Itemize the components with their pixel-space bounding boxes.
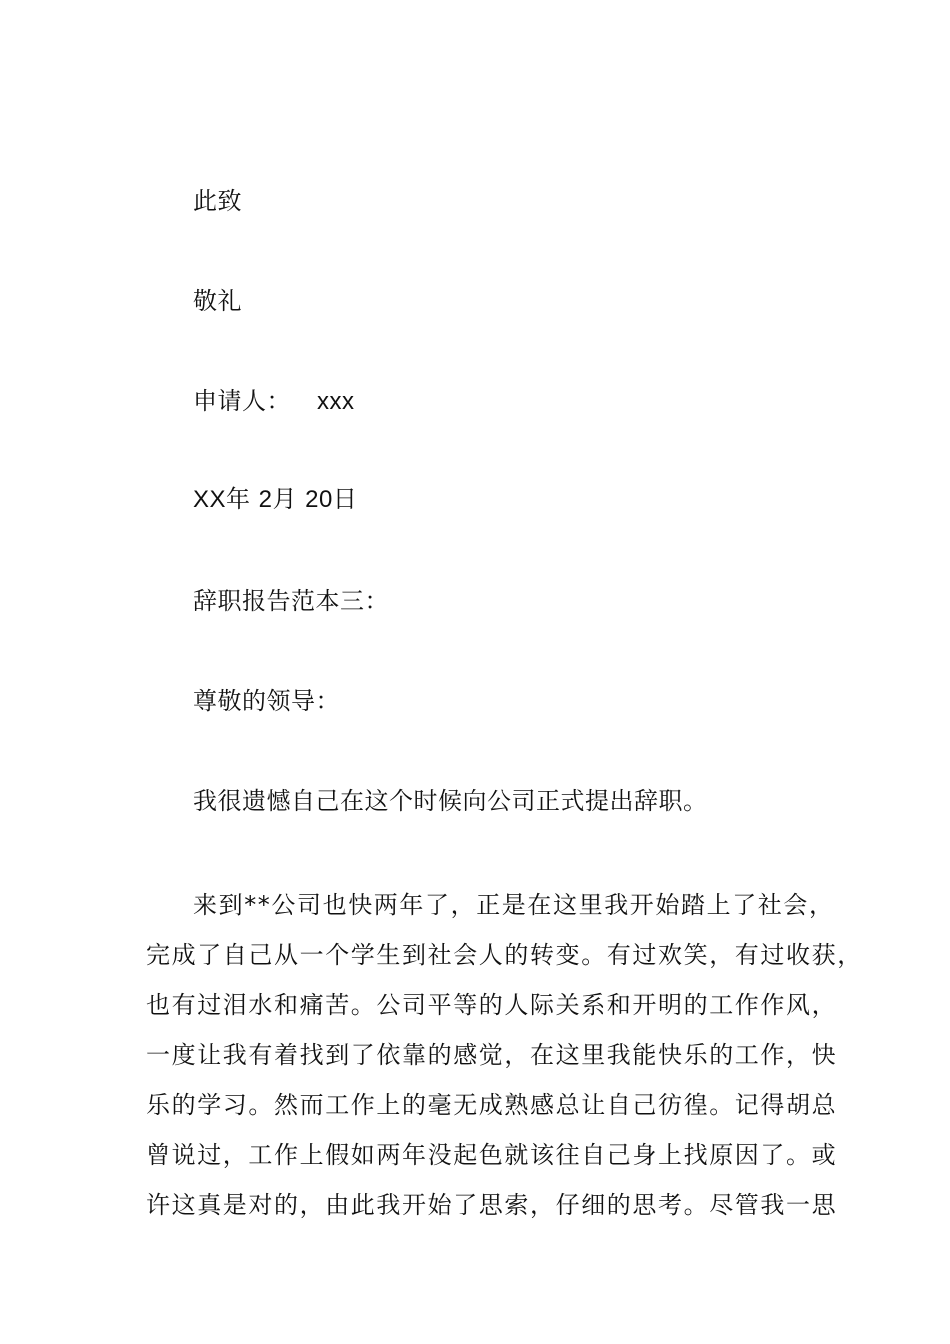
- date-year-unit: 年: [226, 485, 251, 513]
- date-year: XX: [193, 486, 227, 513]
- body-line: 来到**公司也快两年了，正是在这里我开始踏上了社会，: [193, 891, 835, 919]
- section-title: 辞职报告范本三：: [193, 587, 389, 615]
- closing-text: 此致: [193, 187, 242, 215]
- date-day-unit: 日: [332, 485, 358, 513]
- body-line: 曾说过，工作上假如两年没起色就该往自己身上找原因了。或: [146, 1141, 838, 1169]
- intro-paragraph: 我很遗憾自己在这个时候向公司正式提出辞职。: [193, 787, 708, 815]
- date-month-unit: 月: [272, 485, 298, 513]
- applicant-label: 申请人：: [193, 387, 291, 415]
- date-line: [193, 484, 357, 515]
- date-month: 2: [258, 486, 273, 513]
- date-day: 20: [305, 486, 333, 513]
- applicant-name: xxx: [317, 388, 355, 415]
- body-line: 许这真是对的，由此我开始了思索，仔细的思考。尽管我一思: [146, 1191, 838, 1219]
- greeting-text: 尊敬的领导：: [193, 687, 340, 715]
- body-line: 完成了自己从一个学生到社会人的转变。有过欢笑，有过收获，: [146, 941, 863, 969]
- applicant-line: [193, 386, 355, 417]
- body-line: 乐的学习。然而工作上的毫无成熟感总让自己彷徨。记得胡总: [146, 1091, 838, 1119]
- regards-text: 敬礼: [193, 287, 242, 315]
- body-line: 也有过泪水和痛苦。公司平等的人际关系和开明的工作作风，: [146, 991, 838, 1019]
- body-paragraph: [146, 880, 863, 1230]
- body-line: 一度让我有着找到了依靠的感觉，在这里我能快乐的工作，快: [146, 1041, 838, 1069]
